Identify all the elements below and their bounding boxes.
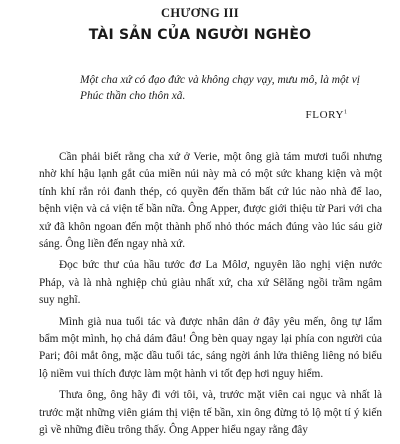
chapter-body <box>39 149 382 444</box>
epigraph-author-name: FLORY <box>305 109 344 121</box>
epigraph-quote: Một cha xứ có đạo đức và không chạy vạy, mưu mô, là một vị Phúc thần cho thôn xã. <box>80 74 360 102</box>
chapter-title: TÀI SẢN CỦA NGƯỜI NGHÈO <box>88 27 312 43</box>
footnote-mark: 1 <box>344 109 347 116</box>
paragraph: Đọc bức thư của hầu tước đơ La Môlơ, nguyên lão nghị viện nước Pháp, và là nhà nghiệp chủ giàu nhất xứ, cha xứ Sêlăng ngồi trầm ngâm suy nghĩ. <box>39 259 382 307</box>
paragraph: Cần phải biết rằng cha xứ ở Verie, một ông già tám mươi tuổi nhưng nhờ khí hậu lạnh gắt của miền núi này mà có một sức khang kiện và một tính khí rắn rỏi đanh thép, có quyền đến thăm bất cứ lúc nào nhà để lao, bệnh viện và cả viện tế bần nữa. Ông Apper, được giới thiệu từ Pari với cha xứ đã khôn ngoan đến một thành phố nhỏ thóc mách đúng vào lúc sáu giờ sáng. Ông liền đến ngay nhà xứ. <box>39 151 382 251</box>
chapter-label: CHƯƠNG III <box>161 6 239 20</box>
paragraph: Mình già nua tuổi tác và được nhân dân ở đây yêu mến, ông tự lẩm bẩm một mình, họ chả dám đâu! Ông bèn quay ngay lại phía con người của Pari; đôi mắt ông, mặc dầu tuổi tác, sáng ngời ánh lửa thiêng liêng nó biểu lộ niềm vui thích được làm một hành vi tốt đẹp hơi nguy hiểm. <box>39 315 382 380</box>
epigraph-author <box>306 109 347 121</box>
paragraph: Thưa ông, ông hãy đi với tôi, và, trước mặt viên cai ngục và nhất là trước mặt những viên giám thị viện tế bần, xin ông đừng tỏ lộ một tí ý kiến gì về những điều trông thấy. Ông Apper hiểu ngay rằng đây <box>39 389 382 437</box>
